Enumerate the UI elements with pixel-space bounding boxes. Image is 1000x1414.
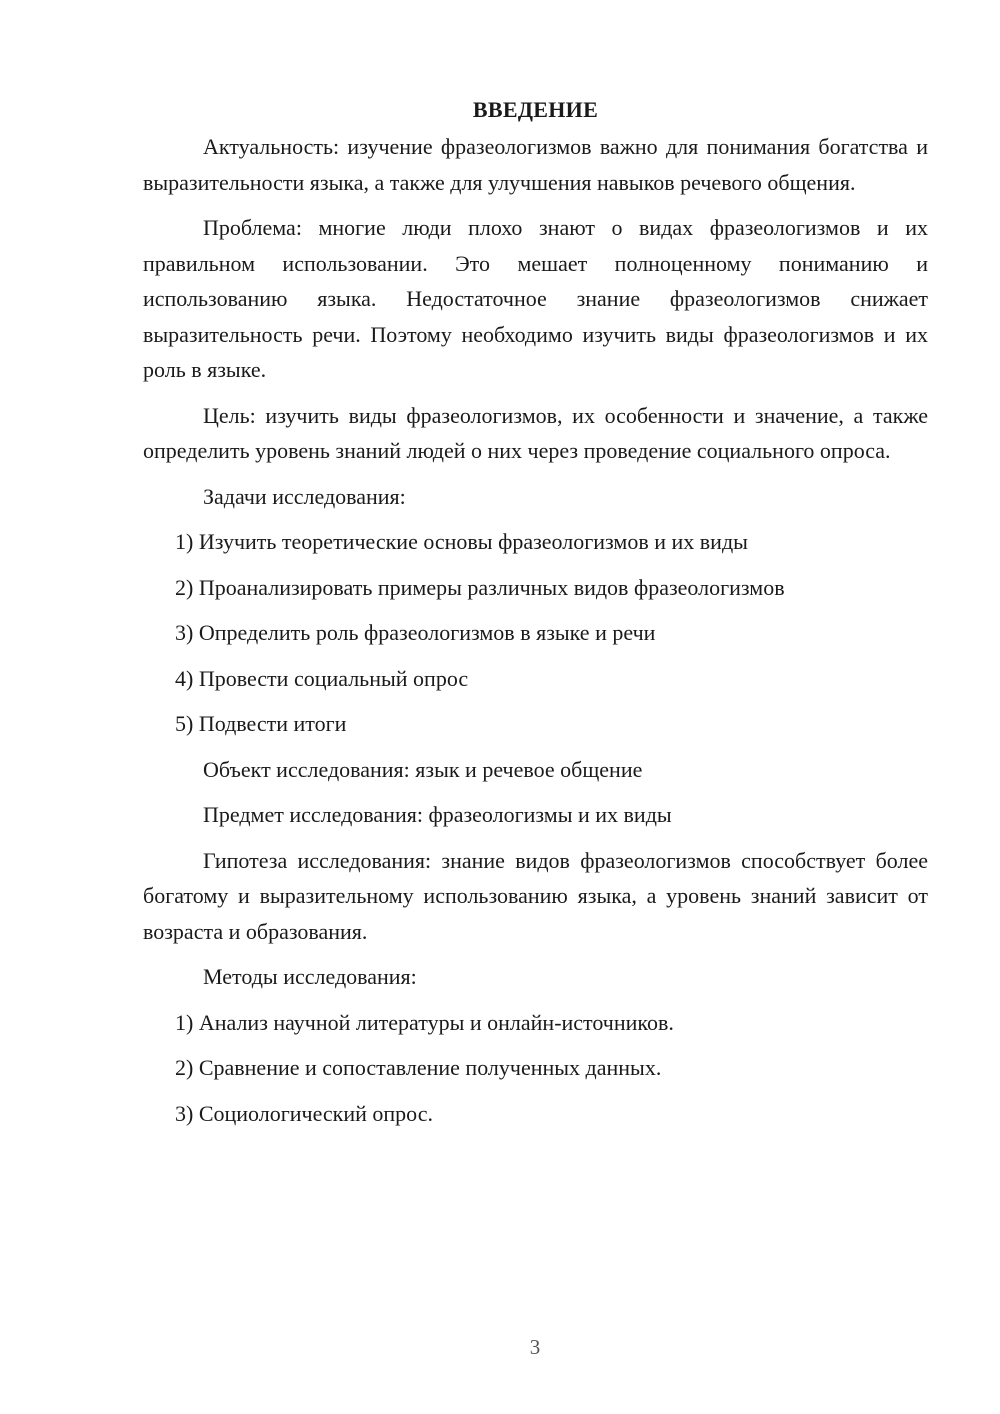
method-item: 2) Сравнение и сопоставление полученных данных. [175, 1055, 662, 1080]
methods-heading: Методы исследования: [203, 964, 417, 989]
problem-paragraph: Проблема: многие люди плохо знают о видах фразеологизмов и их правильном использовании. Это мешает полноценному пониманию и использованию языка. Недостаточное знание фразеологизмов снижает выразительность речи. Поэтому необходимо изучить виды фразеологизмов и их роль в языке. [143, 215, 928, 382]
task-item: 4) Провести социальный опрос [175, 665, 469, 691]
object-line: Объект исследования: язык и речевое общение [203, 756, 643, 782]
task-item: 5) Подвести итоги [175, 711, 347, 736]
task-item: 3) Определить роль фразеологизмов в языке и речи [175, 620, 656, 645]
task-item: 1) Изучить теоретические основы фразеологизмов и их виды [175, 529, 748, 554]
page-content [143, 92, 928, 1141]
method-item: 1) Анализ научной литературы и онлайн-источников. [175, 1009, 674, 1035]
page-number: 3 [529, 1335, 541, 1359]
goal-paragraph: Цель: изучить виды фразеологизмов, их особенности и значение, а также определить уровень знаний людей о них через проведение социального опроса. [143, 402, 928, 463]
relevance-paragraph: Актуальность: изучение фразеологизмов важно для понимания богатства и выразительности языка, а также для улучшения навыков речевого общения. [143, 134, 928, 195]
tasks-heading: Задачи исследования: [203, 483, 406, 509]
method-item: 3) Социологический опрос. [175, 1100, 433, 1126]
hypothesis-paragraph: Гипотеза исследования: знание видов фразеологизмов способствует более богатому и выразительному использованию языка, а уровень знаний зависит от возраста и образования. [143, 847, 928, 944]
subject-line: Предмет исследования: фразеологизмы и их виды [203, 802, 672, 827]
page-title: ВВЕДЕНИЕ [472, 97, 599, 122]
task-item: 2) Проанализировать примеры различных видов фразеологизмов [175, 574, 785, 600]
